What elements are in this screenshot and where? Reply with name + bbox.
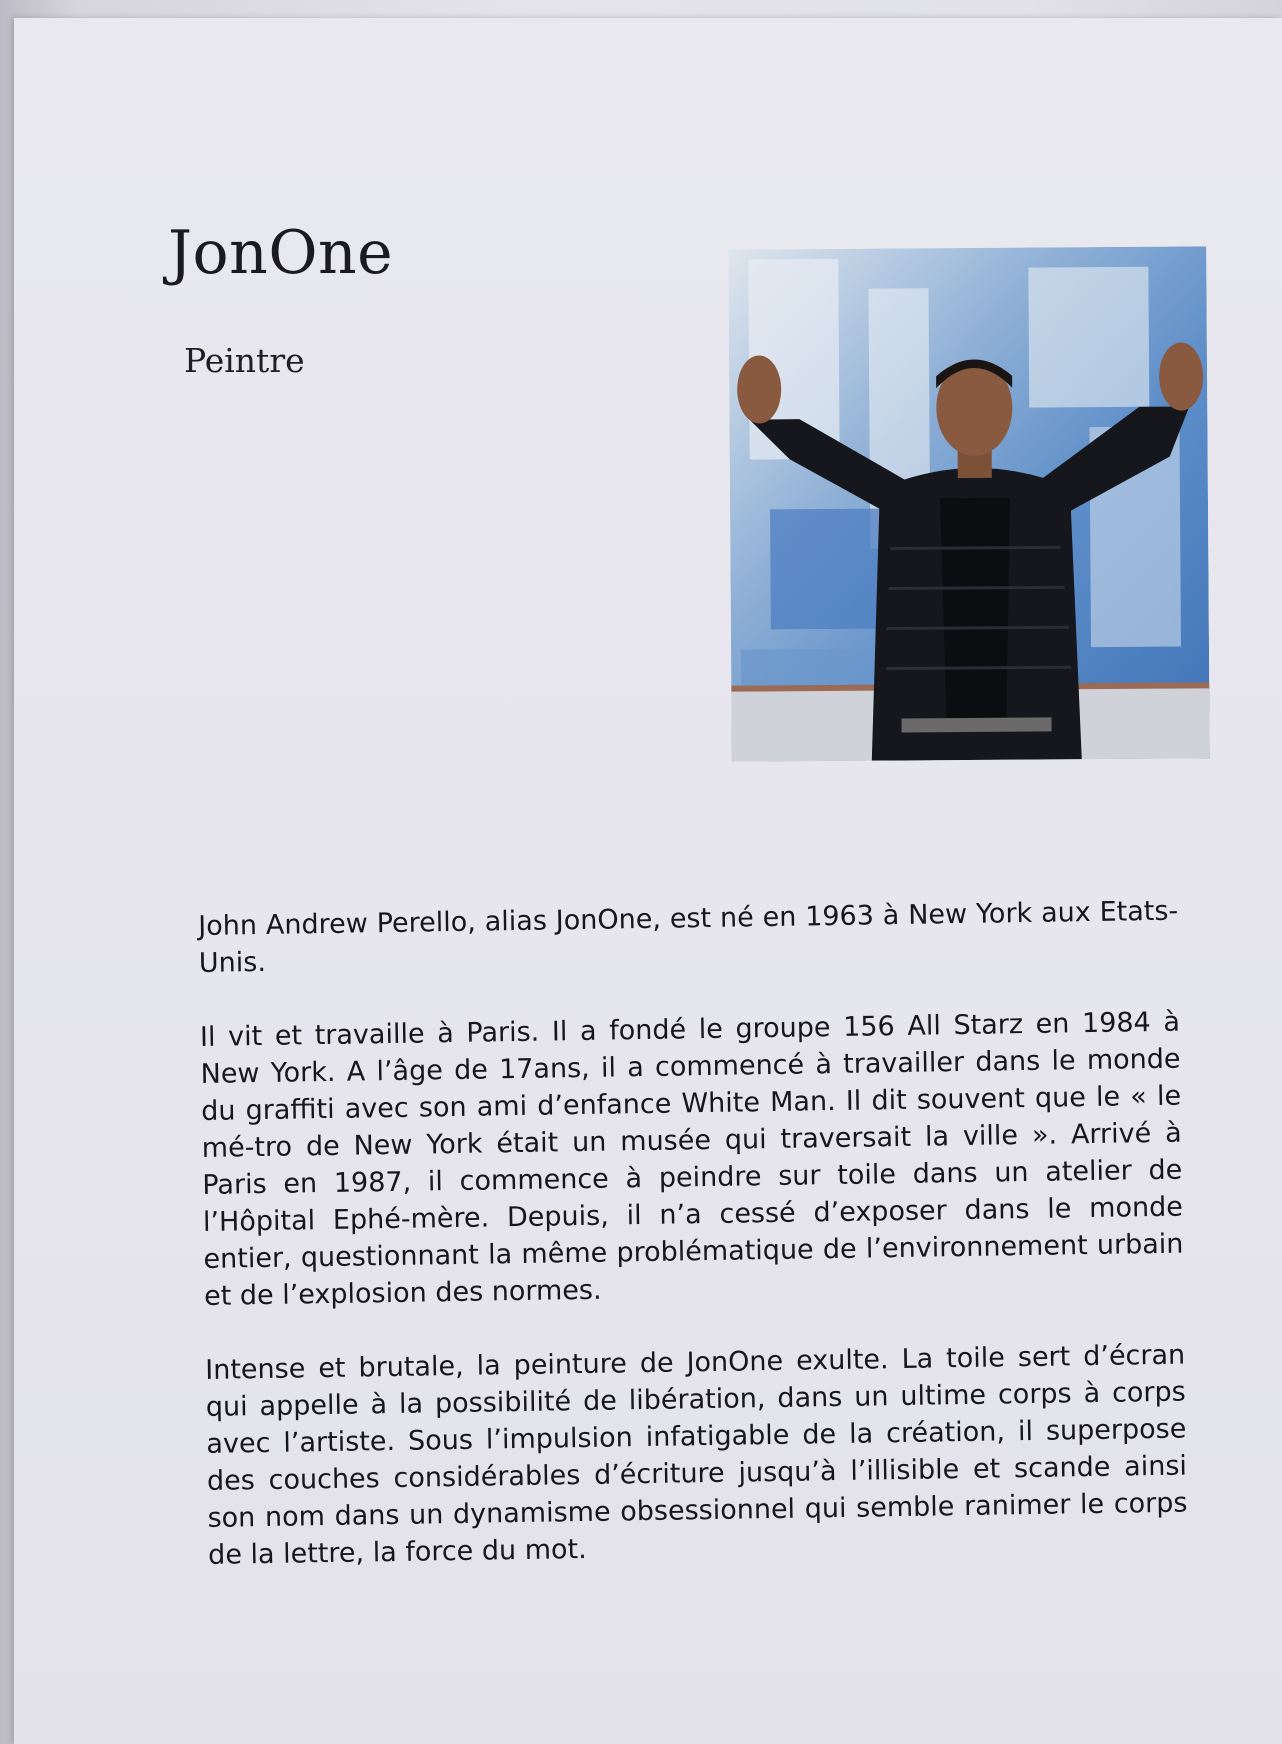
artist-biography xyxy=(198,893,1189,1611)
bio-paragraph-3: Intense et brutale, la peinture de JonOne exulte. La toile sert d’écran qui appelle à la possibilité de libération, dans un ultime corps à corps avec l’artiste. Sous l’impulsion infatigable de la création, il superpose des couches considérables d’écriture jusqu’à l’illisible et scande ainsi son nom dans un dynamisme obsessionnel qui semble ranimer le corps de la lettre, la force du mot. xyxy=(205,1339,1188,1571)
portrait-illustration xyxy=(728,246,1210,761)
artist-portrait-photo xyxy=(728,246,1210,761)
artist-info-panel xyxy=(14,18,1282,1744)
bio-paragraph-2: Il vit et travaille à Paris. Il a fondé le groupe 156 All Starz en 1984 à New York. A l’âge de 17ans, il a commencé à travailler dans le monde du graffiti avec son ami d’enfance White Man. Il dit souvent que le « le mé-tro de New York était un musée qui traversait la ville ». Arrivé à Paris en 1987, il commence à peindre sur toile dans un atelier de l’Hôpital Ephé-mère. Depuis, il n’a cessé d’exposer dans le monde entier, questionnant la même problématique de l’environnement urbain et de l’explosion des normes. xyxy=(199,1006,1184,1312)
artist-name: JonOne xyxy=(168,218,394,288)
artist-role: Peintre xyxy=(184,341,305,380)
bio-paragraph-1: John Andrew Perello, alias JonOne, est né en 1963 à New York aux Etats-Unis. xyxy=(198,895,1179,979)
